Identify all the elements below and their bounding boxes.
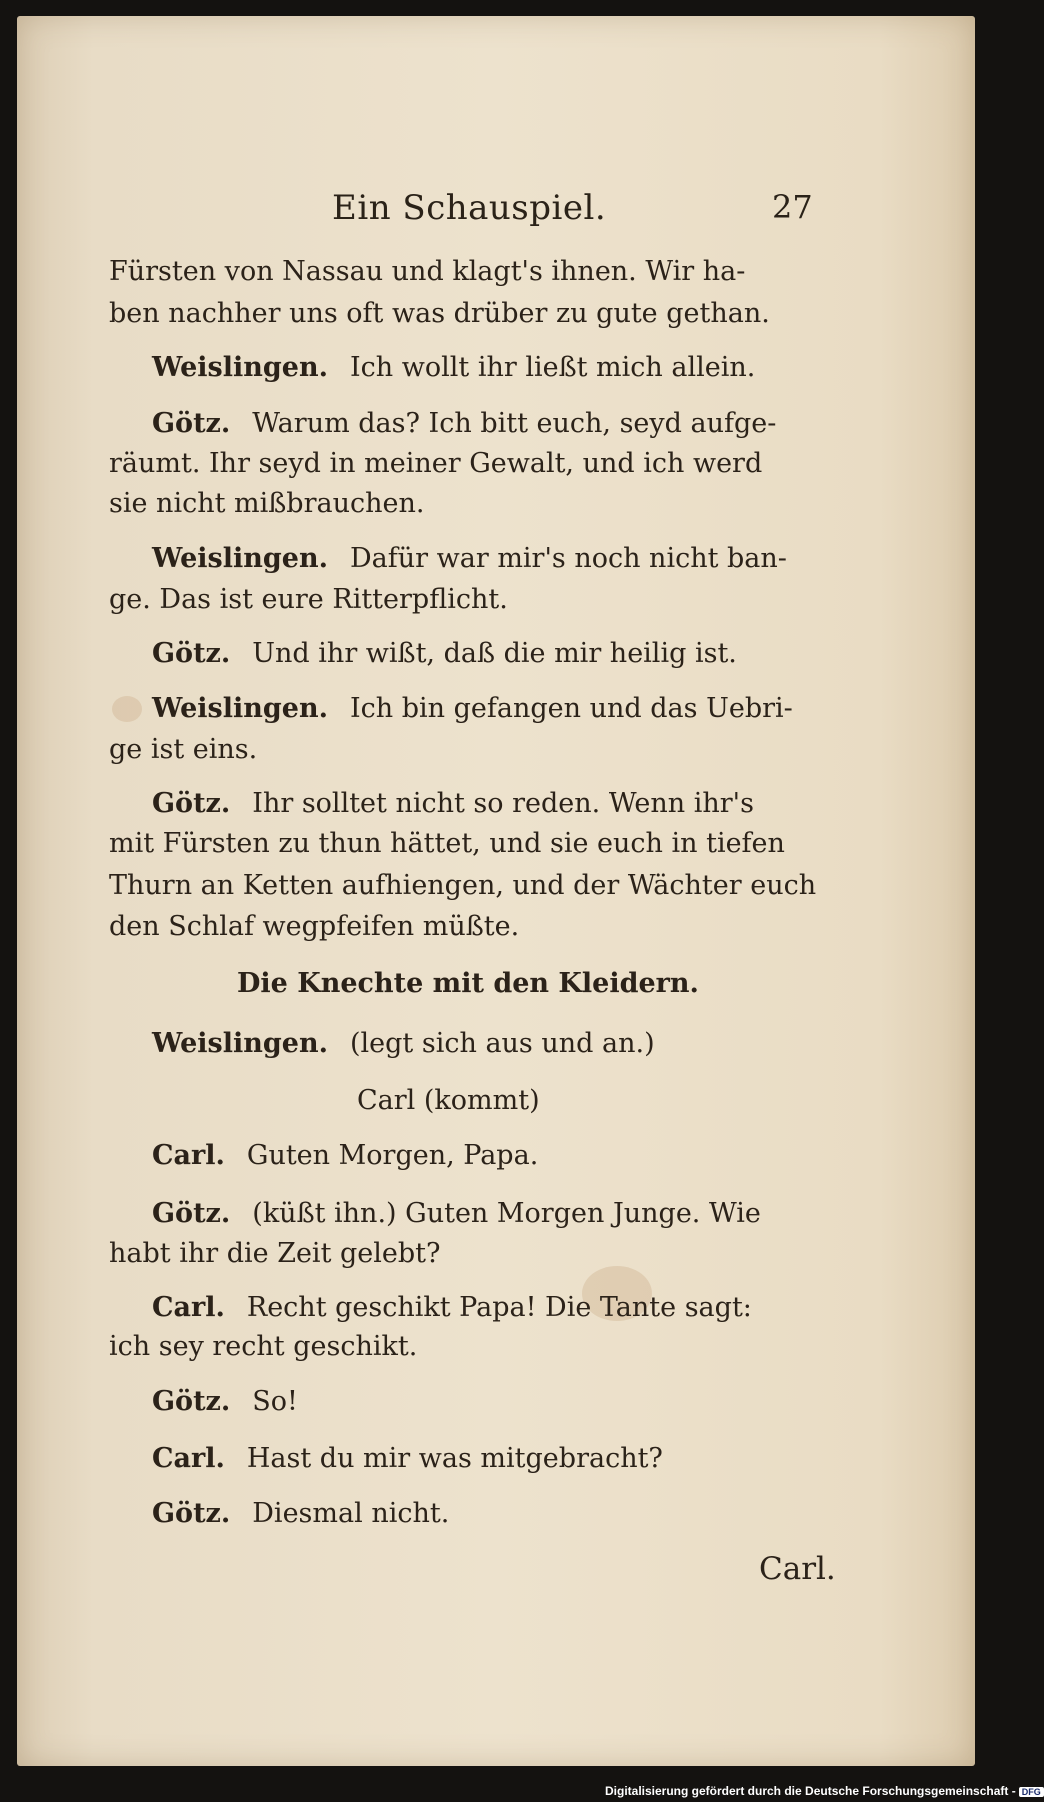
- running-title: Ein Schauspiel.: [332, 188, 607, 228]
- speaker-name: Weislingen.: [152, 693, 328, 724]
- text-line: habt ihr die Zeit gelebt?: [109, 1238, 441, 1269]
- speaker-name: Götz.: [152, 1198, 231, 1229]
- speaker-name: Götz.: [152, 638, 231, 669]
- page-number: 27: [772, 188, 813, 226]
- text-line: ge. Das ist eure Ritterpflicht.: [109, 584, 508, 615]
- book-page: [17, 16, 975, 1766]
- speech-line: Weislingen. Dafür war mir's noch nicht ban-: [152, 543, 787, 574]
- text-line: mit Fürsten zu thun hättet, und sie euch in tiefen: [109, 828, 785, 859]
- speaker-name: Götz.: [152, 1498, 231, 1529]
- speech-line: Weislingen. Ich wollt ihr ließt mich allein.: [152, 352, 756, 383]
- speaker-name: Weislingen.: [152, 543, 328, 574]
- speaker-name: Carl.: [152, 1443, 225, 1474]
- dfg-logo: DFG: [1019, 1787, 1044, 1797]
- credit-text: Digitalisierung gefördert durch die Deutsche Forschungsgemeinschaft -: [605, 1784, 1016, 1798]
- speech-line: Götz. Warum das? Ich bitt euch, seyd aufge-: [152, 408, 777, 439]
- speech-line: Carl. Hast du mir was mitgebracht?: [152, 1443, 663, 1474]
- speech-line: Weislingen. Ich bin gefangen und das Uebri-: [152, 693, 793, 724]
- speaker-name: Weislingen.: [152, 352, 328, 383]
- digitization-credit: [605, 1784, 1044, 1798]
- text-line: Thurn an Ketten aufhiengen, und der Wächter euch: [109, 870, 817, 901]
- speech-line: Carl. Recht geschikt Papa! Die Tante sagt:: [152, 1292, 752, 1323]
- speaker-name: Götz.: [152, 1386, 231, 1417]
- text-line: räumt. Ihr seyd in meiner Gewalt, und ich werd: [109, 448, 763, 479]
- speech-line: Götz. So!: [152, 1386, 298, 1417]
- text-line: Fürsten von Nassau und klagt's ihnen. Wir ha-: [109, 256, 746, 287]
- speech-line: Götz. Diesmal nicht.: [152, 1498, 450, 1529]
- speech-line: Götz. (küßt ihn.) Guten Morgen Junge. Wie: [152, 1198, 761, 1229]
- text-line: den Schlaf wegpfeifen müßte.: [109, 911, 520, 942]
- text-line: ich sey recht geschikt.: [109, 1331, 418, 1362]
- speech-line: Weislingen. (legt sich aus und an.): [152, 1028, 655, 1059]
- speech-line: Carl. Guten Morgen, Papa.: [152, 1140, 539, 1171]
- stage-direction: Die Knechte mit den Kleidern.: [237, 968, 699, 999]
- paper-stain: [112, 696, 142, 722]
- speaker-name: Götz.: [152, 788, 231, 819]
- catchword: Carl.: [759, 1551, 836, 1587]
- speaker-name: Götz.: [152, 408, 231, 439]
- text-line: sie nicht mißbrauchen.: [109, 488, 425, 519]
- speech-line: Götz. Und ihr wißt, daß die mir heilig ist.: [152, 638, 737, 669]
- speaker-name: Carl.: [152, 1292, 225, 1323]
- speaker-name: Weislingen.: [152, 1028, 328, 1059]
- stage-direction: Carl (kommt): [357, 1085, 540, 1116]
- text-line: ge ist eins.: [109, 734, 258, 765]
- page-header: [17, 188, 975, 234]
- speaker-name: Carl.: [152, 1140, 225, 1171]
- speech-line: Götz. Ihr solltet nicht so reden. Wenn ihr's: [152, 788, 754, 819]
- text-line: ben nachher uns oft was drüber zu gute gethan.: [109, 298, 770, 329]
